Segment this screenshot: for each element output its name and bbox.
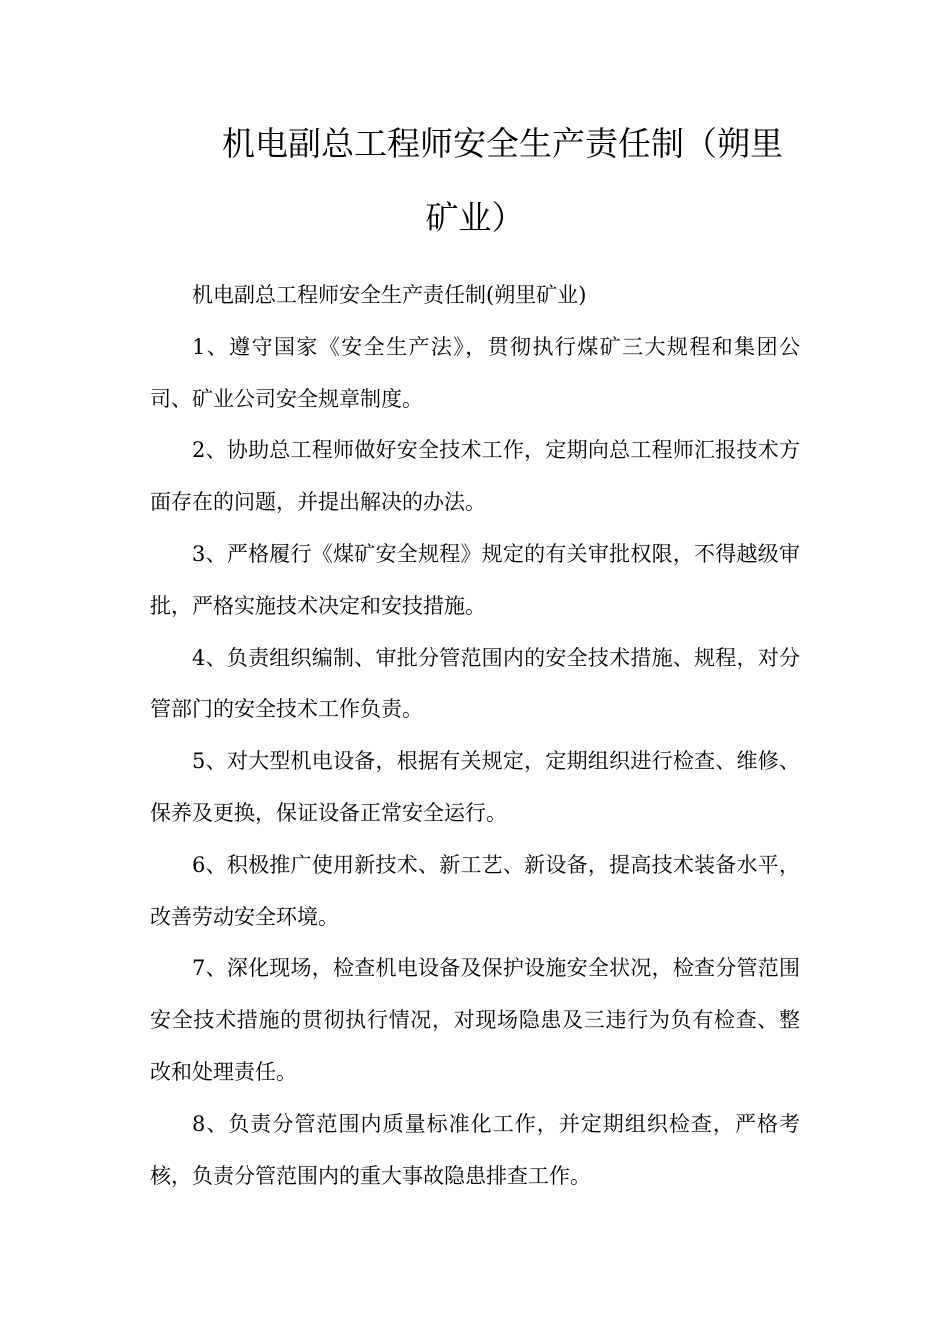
document-body xyxy=(150,270,800,1202)
paragraph-item-8: 8、负责分管范围内质量标准化工作，并定期组织检查，严格考核，负责分管范围内的重大事故隐患排查工作。 xyxy=(150,1111,800,1188)
paragraph-item-6: 6、积极推广使用新技术、新工艺、新设备，提高技术装备水平，改善劳动安全环境。 xyxy=(150,852,800,929)
paragraph-item-3: 3、严格履行《煤矿安全规程》规定的有关审批权限，不得越级审批，严格实施技术决定和安技措施。 xyxy=(150,541,800,618)
paragraph-item-4: 4、负责组织编制、审批分管范围内的安全技术措施、规程，对分管部门的安全技术工作负责。 xyxy=(150,645,800,722)
document-title-line-2: 矿业） xyxy=(425,198,525,237)
paragraph-item-2: 2、协助总工程师做好安全技术工作，定期向总工程师汇报技术方面存在的问题，并提出解决的办法。 xyxy=(150,438,800,515)
paragraph-item-1: 1、遵守国家《安全生产法》，贯彻执行煤矿三大规程和集团公司、矿业公司安全规章制度。 xyxy=(150,334,800,411)
paragraph-subtitle: 机电副总工程师安全生产责任制(朔里矿业) xyxy=(192,283,587,307)
paragraph-item-7: 7、深化现场，检查机电设备及保护设施安全状况，检查分管范围安全技术措施的贯彻执行情况，对现场隐患及三违行为负有检查、整改和处理责任。 xyxy=(150,956,800,1084)
document-title-line-1: 机电副总工程师安全生产责任制（朔里 xyxy=(222,124,783,163)
paragraph-item-5: 5、对大型机电设备，根据有关规定，定期组织进行检查、维修、保养及更换，保证设备正常安全运行。 xyxy=(150,749,800,825)
